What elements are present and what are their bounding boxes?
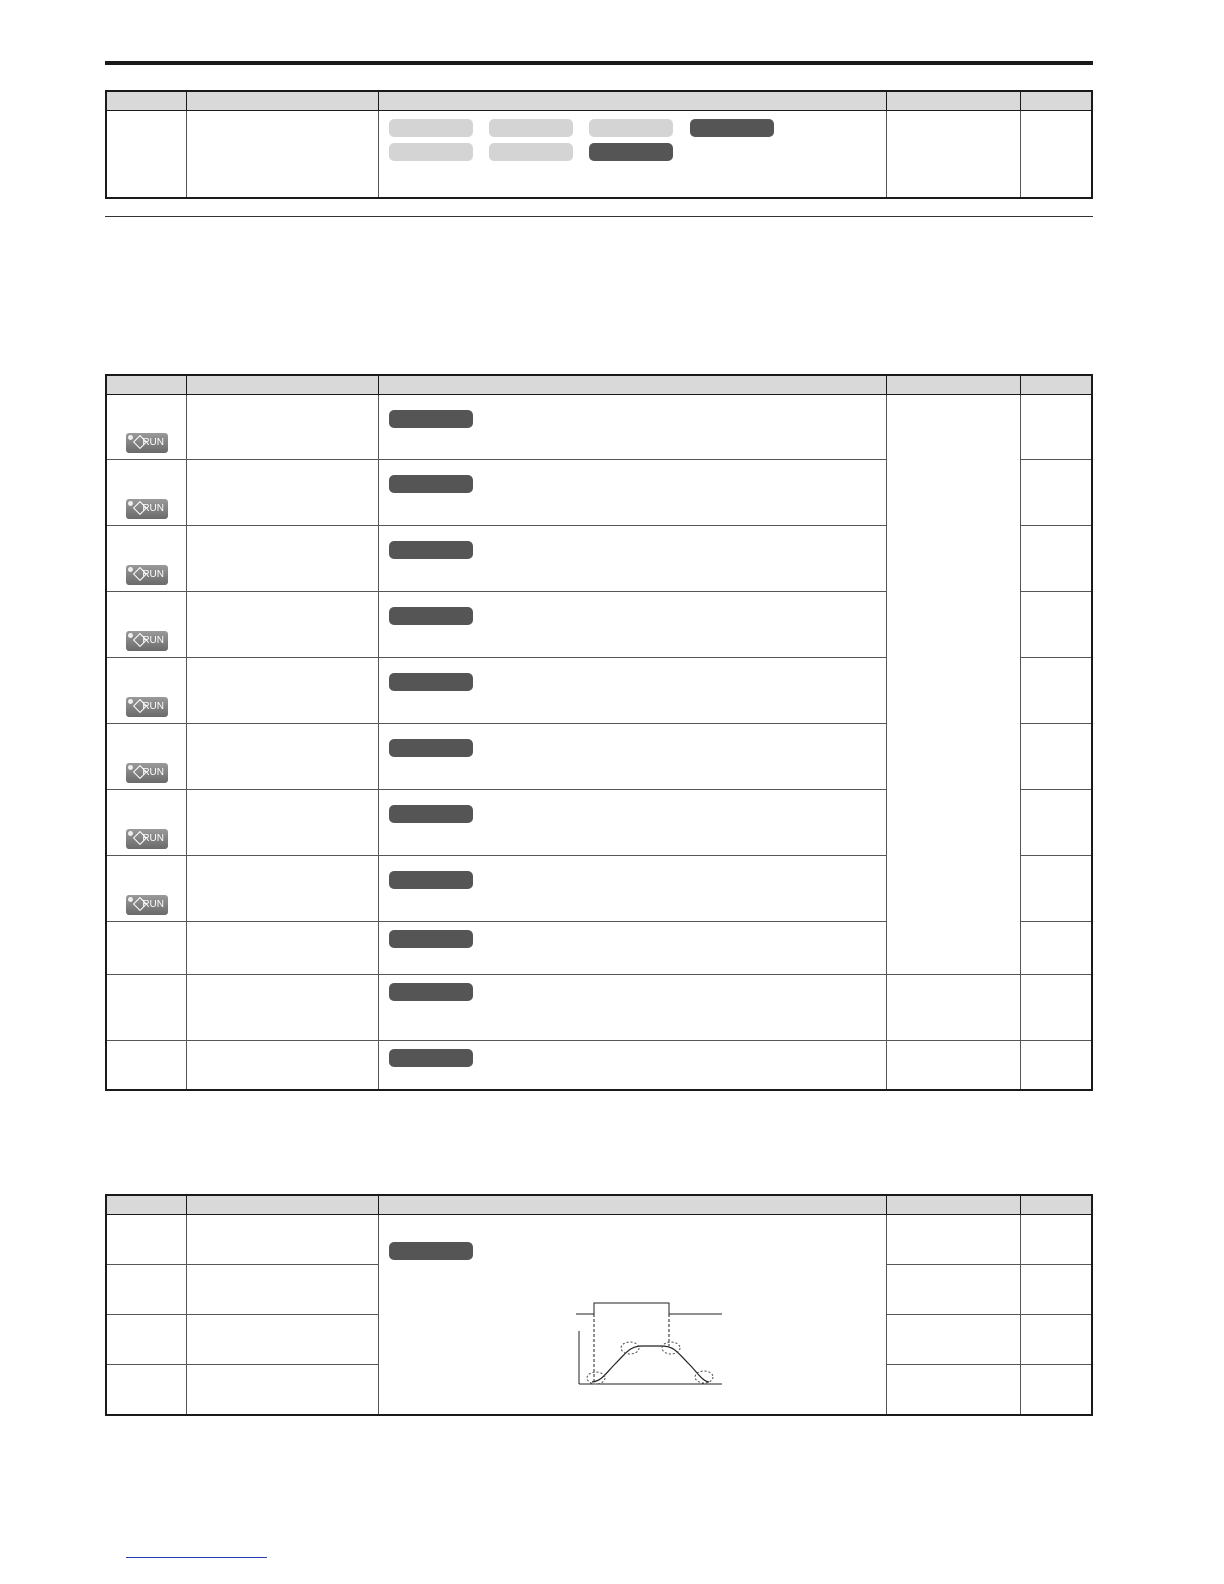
table-row xyxy=(106,1041,1092,1090)
table-row xyxy=(106,1215,1092,1265)
table-header xyxy=(106,1195,1092,1215)
section-divider xyxy=(105,216,1093,217)
control-mode-badge xyxy=(589,119,673,137)
control-mode-badge-active xyxy=(389,673,473,691)
run-key-icon: RUN xyxy=(126,433,168,453)
run-key-icon: RUN xyxy=(126,697,168,717)
control-mode-badge-active xyxy=(389,805,473,823)
control-mode-badge-active xyxy=(389,1049,473,1067)
control-mode-badge-active xyxy=(389,410,473,428)
run-key-icon: RUN xyxy=(126,631,168,651)
control-mode-badge-active xyxy=(389,1242,473,1260)
control-mode-badge-active xyxy=(589,143,673,161)
control-mode-badge-active xyxy=(389,983,473,1001)
control-mode-badge-active xyxy=(389,541,473,559)
parameter-table-1 xyxy=(105,90,1093,199)
control-mode-badges-bottom xyxy=(389,143,674,161)
run-key-icon: RUN xyxy=(126,895,168,915)
run-key-icon: RUN xyxy=(126,829,168,849)
control-mode-badge-active xyxy=(389,739,473,757)
control-mode-badge-active xyxy=(690,119,774,137)
parameter-table-2 xyxy=(105,374,1093,1091)
run-key-icon: RUN xyxy=(126,499,168,519)
footer-link-underline[interactable] xyxy=(126,1557,267,1558)
run-key-icon: RUN xyxy=(126,565,168,585)
control-mode-badge-active xyxy=(389,607,473,625)
table-header xyxy=(106,91,1092,111)
table-row xyxy=(106,975,1092,1041)
table-row xyxy=(106,395,1092,460)
control-mode-badge xyxy=(389,119,473,137)
table-header xyxy=(106,375,1092,395)
control-mode-badge-active xyxy=(389,930,473,948)
page-header-rule xyxy=(105,61,1093,65)
control-mode-badges-top xyxy=(389,119,774,137)
control-mode-badge-active xyxy=(389,475,473,493)
run-key-icon: RUN xyxy=(126,763,168,783)
control-mode-badge xyxy=(489,119,573,137)
parameter-table-3 xyxy=(105,1194,1093,1416)
control-mode-badge-active xyxy=(389,871,473,889)
s-curve-acceleration-diagram-icon xyxy=(574,1301,729,1391)
table-row xyxy=(106,111,1092,198)
control-mode-badge xyxy=(389,143,473,161)
control-mode-badge xyxy=(489,143,573,161)
